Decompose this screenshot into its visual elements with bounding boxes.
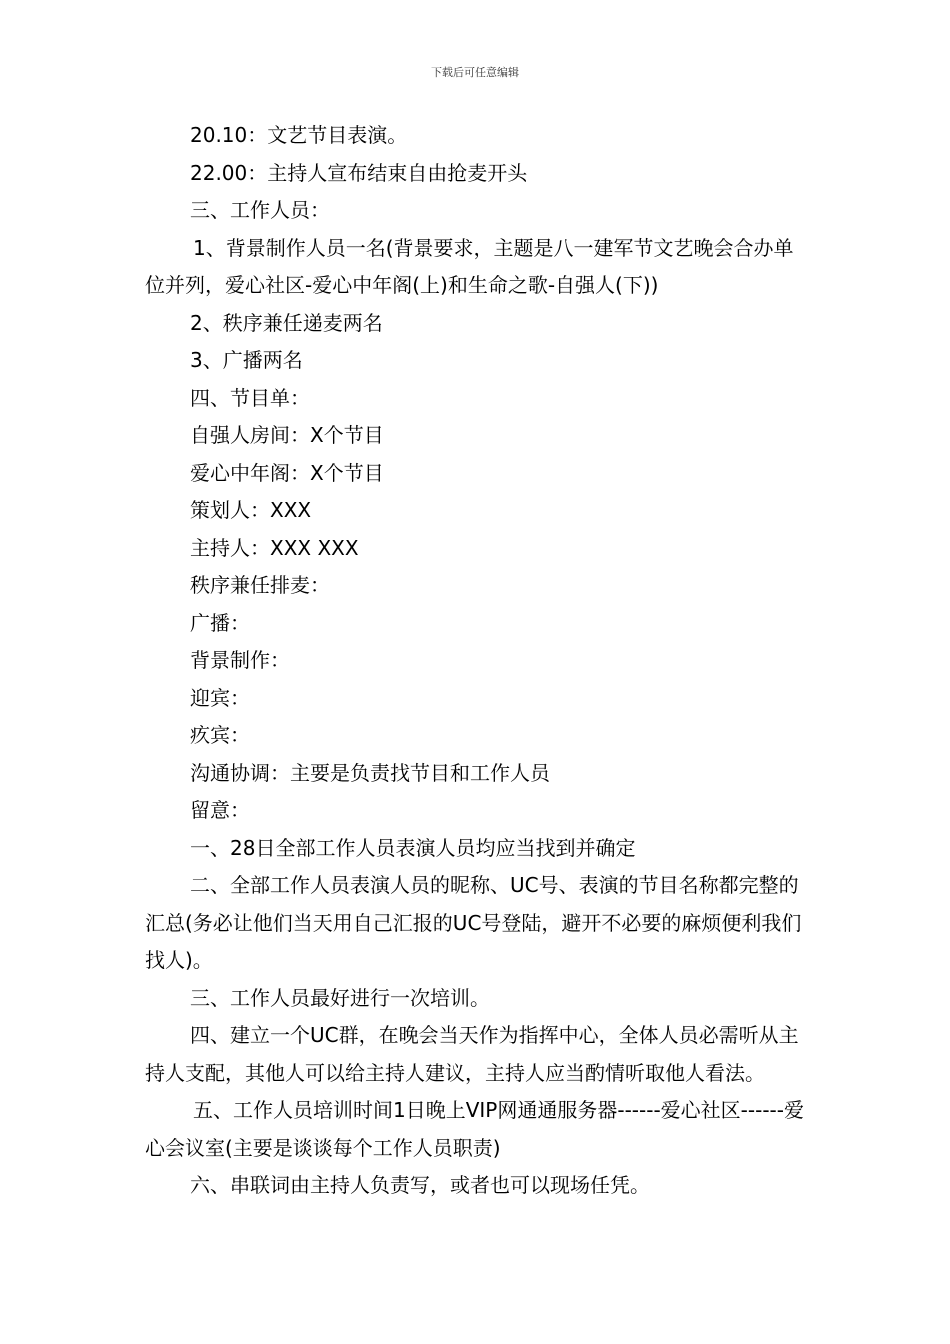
paragraph-time-2010: 20.10：文艺节目表演。 [190, 123, 408, 147]
section-heading-staff: 三、工作人员： [190, 198, 330, 222]
document-body [145, 117, 810, 1205]
paragraph-broadcast: 广播： [190, 610, 250, 635]
paragraph-notice: 留意： [190, 798, 250, 822]
paragraph-welcome: 迎宾： [190, 685, 250, 710]
page-header: 下载后可任意编辑 [431, 66, 519, 79]
paragraph-notice-2: 二、全部工作人员表演人员的昵称、UC号、表演的节目名称都完整的汇总(务必让他们当天用自己汇报的UC号登陆，避开不必要的麻烦便利我们找人)。 [145, 873, 802, 972]
paragraph-notice-1: 一、28日全部工作人员表演人员均应当找到并确定 [190, 835, 636, 860]
paragraph-notice-5: 五、工作人员培训时间1日晚上VIP网通通服务器------爱心社区------爱心会议室(主要是谈谈每个工作人员职责) [145, 1098, 804, 1160]
paragraph-notice-6: 六、串联词由主持人负责写，或者也可以现场任凭。 [190, 1173, 650, 1197]
paragraph-program-2: 爱心中年阁：X个节目 [190, 460, 384, 485]
paragraph-staff-1: 1、背景制作人员一名(背景要求，主题是八一建军节文艺晚会合办单位并列，爱心社区-爱心中年阁(上)和生命之歌-自强人(下)) [145, 235, 794, 297]
paragraph-time-2200: 22.00：主持人宣布结束自由抢麦开头 [190, 160, 528, 185]
paragraph-coordination: 沟通协调：主要是负责找节目和工作人员 [190, 760, 550, 785]
paragraph-background: 背景制作： [190, 648, 290, 672]
paragraph-program-1: 自强人房间：X个节目 [190, 423, 384, 447]
paragraph-notice-4: 四、建立一个UC群，在晚会当天作为指挥中心，全体人员必需听从主持人支配，其他人可以给主持人建议，主持人应当酌情听取他人看法。 [145, 1023, 799, 1085]
paragraph-notice-3: 三、工作人员最好进行一次培训。 [190, 985, 490, 1010]
paragraph-planner: 策划人：XXX [190, 498, 312, 522]
paragraph-order: 秩序兼任排麦： [190, 573, 330, 597]
paragraph-host: 主持人：XXX XXX [190, 535, 359, 560]
paragraph-staff-2: 2、秩序兼任递麦两名 [190, 310, 383, 335]
paragraph-staff-3: 3、广播两名 [190, 348, 303, 372]
paragraph-farewell: 疚宾： [190, 723, 250, 747]
section-heading-program: 四、节目单： [190, 385, 310, 410]
